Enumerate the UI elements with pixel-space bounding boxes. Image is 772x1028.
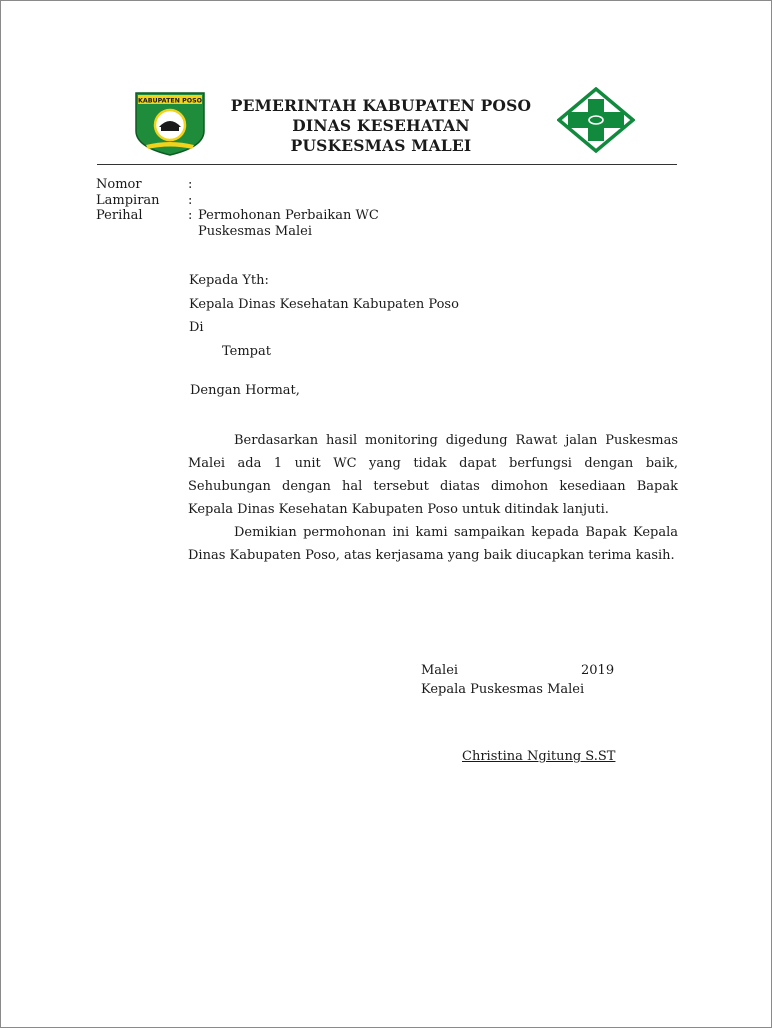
letterhead-divider [97, 164, 677, 165]
lampiran-label: Lampiran [96, 192, 160, 208]
address-salutation: Kepada Yth: [189, 273, 269, 288]
perihal-label: Perihal [96, 208, 143, 223]
letterhead [211, 96, 551, 156]
body-paragraph: Berdasarkan hasil monitoring digedung Rawat jalan Puskesmas Malei ada 1 unit WC yang tidak dapat berfungsi dengan baik, Sehubungan dengan hal tersebut diatas dimohon kesediaan Bapak Kepala Dinas Kesehatan Kabupaten Poso untuk ditindak lanjuti. [188, 433, 678, 517]
meta-row-nomor [96, 177, 379, 193]
perihal-value: Permohonan Perbaikan WC [198, 208, 379, 223]
letterhead-line-department: DINAS KESEHATAN [292, 116, 470, 135]
letter-meta [96, 177, 379, 239]
meta-row-perihal [96, 208, 379, 224]
emblem-label: KABUPATEN POSO [137, 97, 203, 105]
letterhead-line-puskesmas: PUSKESMAS MALEI [290, 136, 472, 155]
address-recipient: Kepala Dinas Kesehatan Kabupaten Poso [189, 296, 459, 312]
signature-place: Malei [421, 663, 459, 678]
signature-date-row [421, 661, 614, 680]
signer-name: Christina Ngitung S.ST [462, 749, 616, 764]
nomor-label: Nomor [96, 177, 142, 192]
body-paragraph: Demikian permohonan ini kami sampaikan kepada Bapak Kepala Dinas Kabupaten Poso, atas kerjasama yang baik diucapkan terima kasih. [188, 525, 678, 563]
letter-body [188, 429, 678, 567]
perihal-value-continued: Puskesmas Malei [198, 223, 312, 239]
kabupaten-poso-emblem [132, 87, 208, 157]
meta-row-lampiran [96, 193, 379, 209]
signature-year: 2019 [581, 663, 615, 678]
health-cross-emblem [557, 87, 635, 153]
signature-block [421, 661, 614, 699]
letterhead-line-government: PEMERINTAH KABUPATEN POSO [230, 96, 532, 115]
meta-colon: : [188, 208, 193, 223]
meta-colon: : [188, 177, 193, 192]
meta-colon: : [188, 192, 193, 208]
greeting: Dengan Hormat, [190, 383, 300, 398]
address-di: Di [189, 320, 204, 335]
address-place: Tempat [222, 343, 271, 359]
signature-title: Kepala Puskesmas Malei [421, 682, 585, 697]
recipient-address [189, 269, 459, 363]
